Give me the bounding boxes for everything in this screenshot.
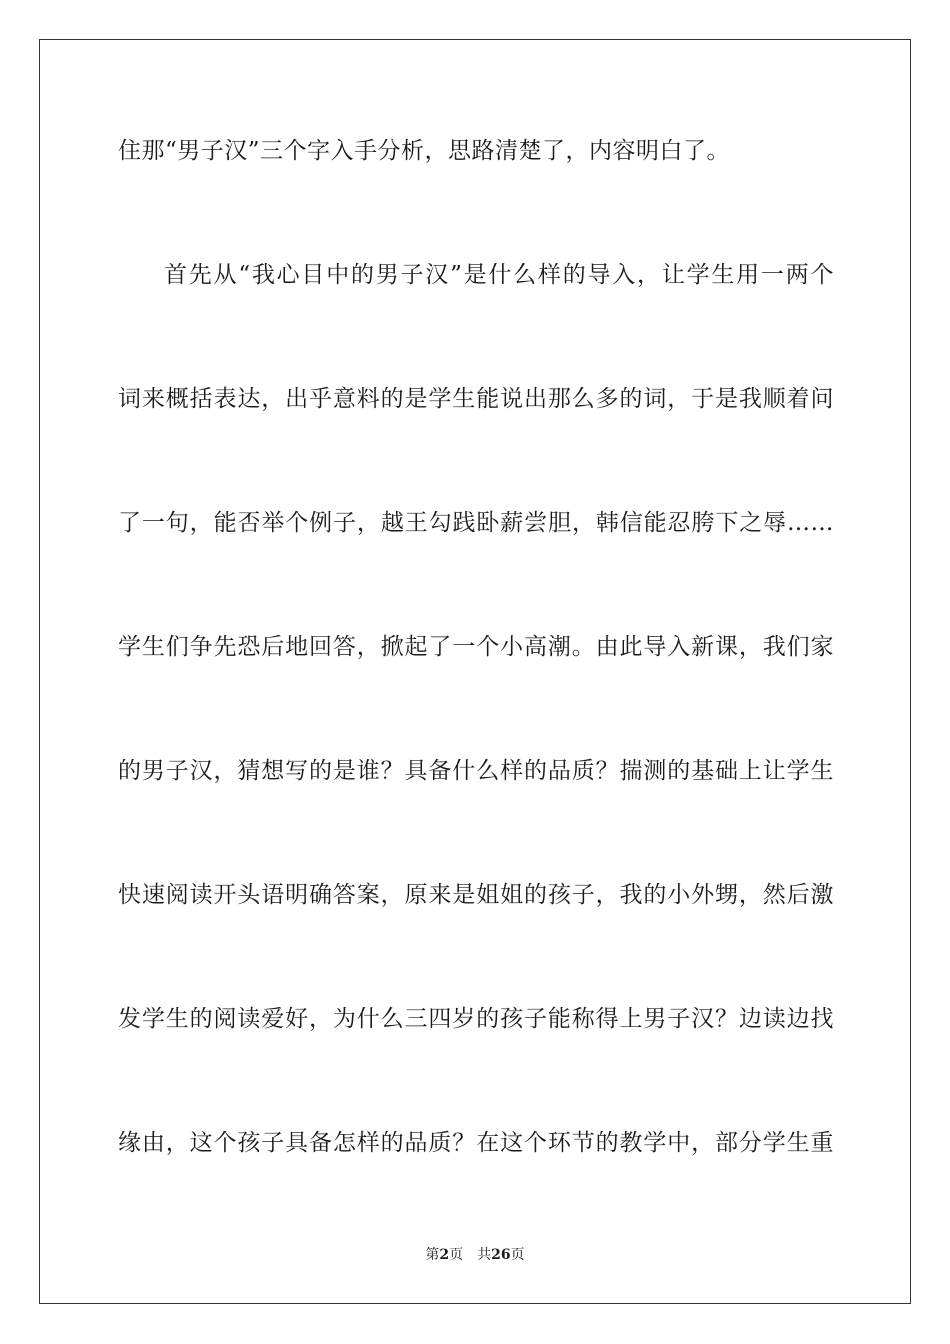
page-border	[39, 39, 911, 1304]
body-line-5: 学生们争先恐后地回答，掀起了一个小高潮。由此导入新课，我们家	[118, 634, 834, 660]
page-footer	[0, 1245, 950, 1265]
page-prefix: 第	[425, 1247, 440, 1263]
body-line-1: 住那“男子汉”三个字入手分析，思路清楚了，内容明白了。	[118, 138, 731, 164]
page-suffix: 页	[449, 1247, 464, 1263]
total-prefix: 共	[477, 1247, 492, 1263]
page-current: 2	[439, 1247, 450, 1263]
body-line-2: 首先从“我心目中的男子汉”是什么样的导入，让学生用一两个	[164, 262, 834, 288]
body-line-3: 词来概括表达，出乎意料的是学生能说出那么多的词，于是我顺着问	[118, 386, 834, 412]
body-line-7: 快速阅读开头语明确答案，原来是姐姐的孩子，我的小外甥，然后激	[118, 882, 834, 908]
page-total: 26	[491, 1247, 511, 1263]
total-suffix: 页	[510, 1247, 525, 1263]
body-line-8: 发学生的阅读爱好，为什么三四岁的孩子能称得上男子汉？边读边找	[118, 1006, 834, 1032]
body-line-4: 了一句，能否举个例子，越王勾践卧薪尝胆，韩信能忍胯下之辱……	[118, 510, 834, 536]
body-line-6: 的男子汉，猜想写的是谁？具备什么样的品质？揣测的基础上让学生	[118, 758, 834, 784]
body-line-9: 缘由，这个孩子具备怎样的品质？在这个环节的教学中，部分学生重	[118, 1130, 834, 1156]
